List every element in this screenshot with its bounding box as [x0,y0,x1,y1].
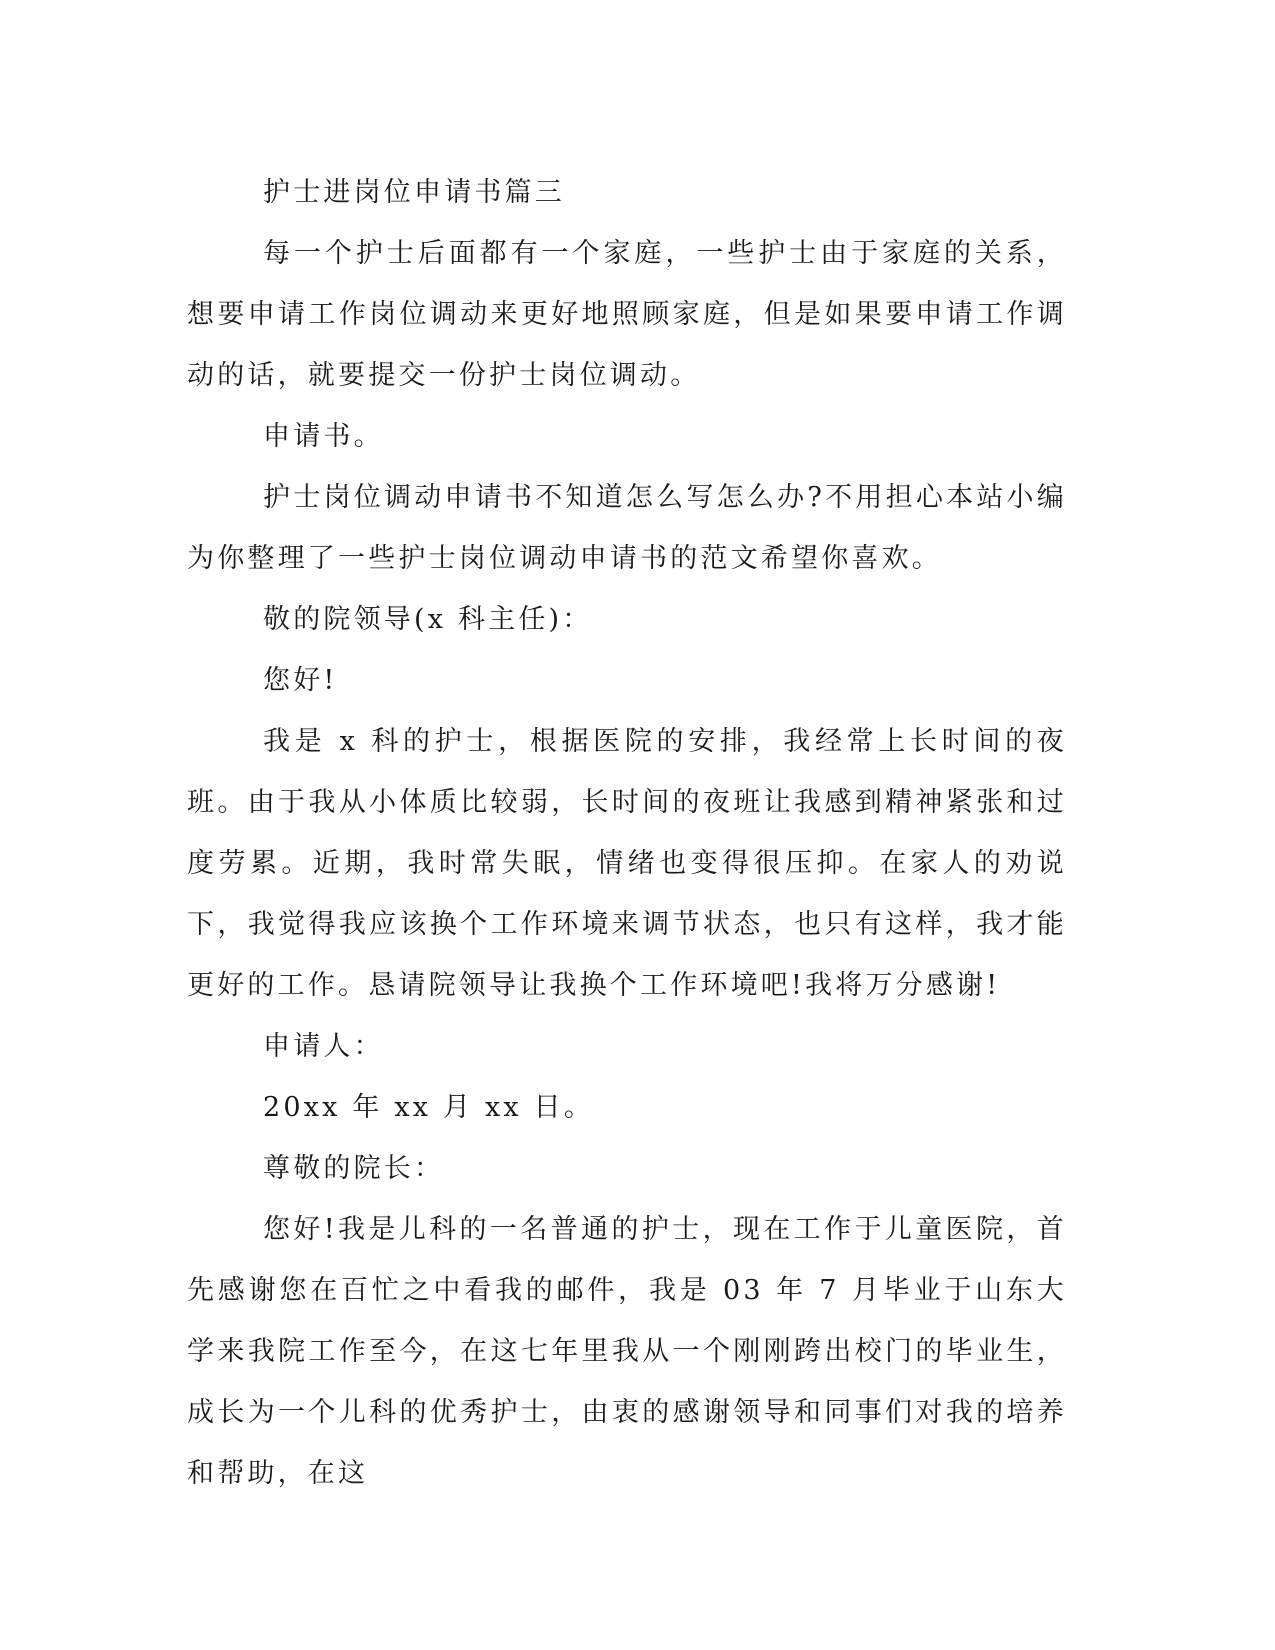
paragraph-application-note: 申请书。 [263,421,384,452]
paragraph-guide: 护士岗位调动申请书不知道怎么写怎么办?不用担心本站小编为你整理了一些护士岗位调动申请书的范文希望你喜欢。 [187,482,1067,574]
paragraph-second-letter: 您好!我是儿科的一名普通的护士，现在工作于儿童医院，首先感谢您在百忙之中看我的邮件，我是 03 年 7 月毕业于山东大学来我院工作至今，在这七年里我从一个刚刚跨出校门的毕业生，成长为一个儿科的优秀护士，由衷的感谢领导和同事们对我的培养和帮助，在这 [187,1214,1067,1489]
greeting: 您好! [263,665,338,696]
document-body [187,162,1067,1504]
document-title: 护士进岗位申请书篇三 [263,177,565,208]
salutation-leaders: 敬的院领导(x 科主任)： [263,604,593,635]
paragraph-request-body: 我是 x 科的护士，根据医院的安排，我经常上长时间的夜班。由于我从小体质比较弱，长时间的夜班让我感到精神紧张和过度劳累。近期，我时常失眠，情绪也变得很压抑。在家人的劝说下，我觉得我应该换个工作环境来调节状态，也只有这样，我才能更好的工作。恳请院领导让我换个工作环境吧!我将万分感谢! [187,726,1067,1001]
applicant-label: 申请人： [263,1031,384,1062]
date-line: 20xx 年 xx 月 xx 日。 [263,1092,595,1123]
paragraph-intro: 每一个护士后面都有一个家庭，一些护士由于家庭的关系，想要申请工作岗位调动来更好地照顾家庭，但是如果要申请工作调动的话，就要提交一份护士岗位调动。 [187,238,1067,391]
salutation-director: 尊敬的院长： [263,1153,445,1184]
